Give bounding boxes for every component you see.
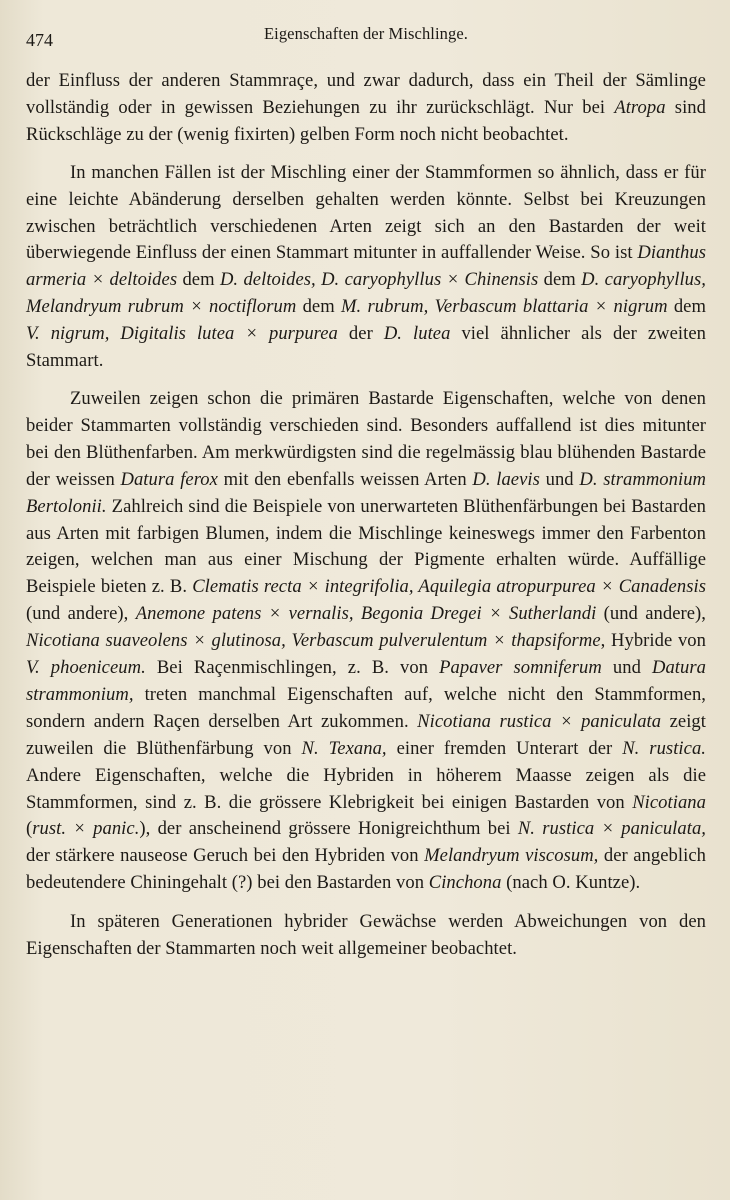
text-span: dem [667,296,706,318]
text-span: ), der anscheinend grössere Honigreichthum bei [139,818,518,840]
text-span: treten manchmal Eigenschaften auf, welche nicht den Stammformen, sondern andern Raçen derselben Art zukommen. [26,683,706,732]
italic-span: Datura strammonium, [26,657,707,705]
text-span: dem [177,269,220,291]
italic-span: Datura ferox [120,468,218,490]
text-span: mit den ebenfalls weissen Arten [217,468,473,490]
italic-span: Nicotiana suaveolens × glutinosa, Verbascum pulverulentum × thapsiforme [26,630,601,652]
text-span: der [337,323,384,345]
text-span: (und andere), [596,603,706,625]
text-span: Zahlreich sind die Beispiele von unerwarteten Blüthenfärbungen bei Bastarden aus Arten mit farbigen Blumen, indem die Mischlinge keineswegs immer den Farbenton zeigen, welchen man aus einer Mischung der Pigmente erhalten würde. Auffällige Beispiele bieten z. B. [26,495,706,598]
text-span: sind Rückschläge zu der (wenig fixirten) gelben Form noch nicht beobachtet. [26,96,706,145]
italic-span: Nicotiana rustica × paniculata [417,710,662,732]
text-span: dem [538,269,582,291]
italic-span: Dianthus armeria × deltoides [26,242,706,291]
paragraph-4 [26,909,706,963]
italic-span: N. rustica × paniculata, [517,818,707,840]
text-span: und [601,657,652,679]
text-span: ( [26,818,33,840]
italic-span: Atropa [614,96,666,118]
running-title: Eigenschaften der Mischlinge. [263,24,469,43]
text-span: einer fremden Unterart der [386,737,623,759]
italic-span: N. rustica. [622,737,706,759]
italic-span: V. nigrum, Digitalis lutea × purpurea [26,323,338,345]
text-span: der Einfluss der anderen Stammraçe, und zwar dadurch, dass ein Theil der Sämlinge vollständig oder in gewissen Beziehungen zu ihr zurückschlägt. Nur bei [26,70,706,118]
italic-span: rust. × panic. [32,818,140,840]
text-span: zeigt zuweilen die Blüthenfärbung von [26,710,706,759]
text-span: der angeblich bedeutendere Chiningehalt (?) bei den Bastarden von [26,845,706,894]
text-span: Andere Eigenschaften, welche die Hybriden in höherem Maasse zeigen als die Stammformen, sind z. B. die grössere Klebrigkeit bei einigen Bastarden von [26,764,706,813]
italic-span: V. phoeniceum. [26,657,146,679]
italic-span: M. rubrum, Verbascum blattaria × nigrum [341,296,668,318]
italic-span: Clematis recta × integrifolia, Aquilegia atropurpurea × Canadensis [192,576,706,598]
italic-span: D. deltoides, D. caryophyllus × Chinensis [219,269,539,291]
italic-span: Cinchona [428,872,502,894]
italic-span: N. Texana, [301,737,387,759]
italic-span: Papaver somniferum [439,657,602,679]
text-span: (nach O. Kuntze). [501,872,641,894]
text-span: dem [296,296,342,318]
page-number: 474 [26,30,53,50]
italic-span: D. caryophyllus, Melandryum rubrum × noctiflorum [26,269,706,318]
paragraph-3 [26,386,706,897]
text-span: Zuweilen zeigen schon die primären Bastarde Eigenschaften, welche von denen beider Stammarten vollständig verschieden sind. Besonders auffallend ist dies mitunter bei den Blüthenfarben. Am merkwürdigsten sind die regelmässig blau blühenden Bastarde der weissen [26,387,706,490]
italic-span: Nicotiana [632,791,706,813]
text-span: In manchen Fällen ist der Mischling einer der Stammformen so ähnlich, dass er für eine leichte Abänderung derselben gehalten werden könnte. Selbst bei Kreuzungen zwischen beträchtlich verschiedenen Arten zeigt sich an den Bastarden der weit überwiegende Einfluss der einen Stammart mitunter in auffallender Weise. So ist [26,161,706,264]
text-span: Bei Raçenmischlingen, z. B. von [145,657,440,679]
text-span: viel ähnlicher als der zweiten Stammart. [26,323,707,372]
italic-span: Anemone patens × vernalis, Begonia Dregei × Sutherlandi [135,603,597,625]
paragraph-2 [26,160,706,375]
italic-span: D. strammonium Bertolonii. [26,468,707,517]
body-text [26,68,706,963]
text-span: der stärkere nauseose Geruch bei den Hybriden von [26,845,425,867]
text-span: , Hybride von [600,630,706,652]
text-span: und [539,468,580,490]
italic-span: D. laevis [472,468,540,490]
text-span: (und andere), [26,603,136,625]
italic-span: Melandryum viscosum, [424,845,599,867]
text-span: In späteren Generationen hybrider Gewächse werden Abweichungen von den Eigenschaften der Stammarten noch weit allgemeiner beobachtet. [26,911,706,960]
page-header [26,22,706,56]
paragraph-1 [26,68,706,149]
italic-span: D. lutea [383,323,451,345]
